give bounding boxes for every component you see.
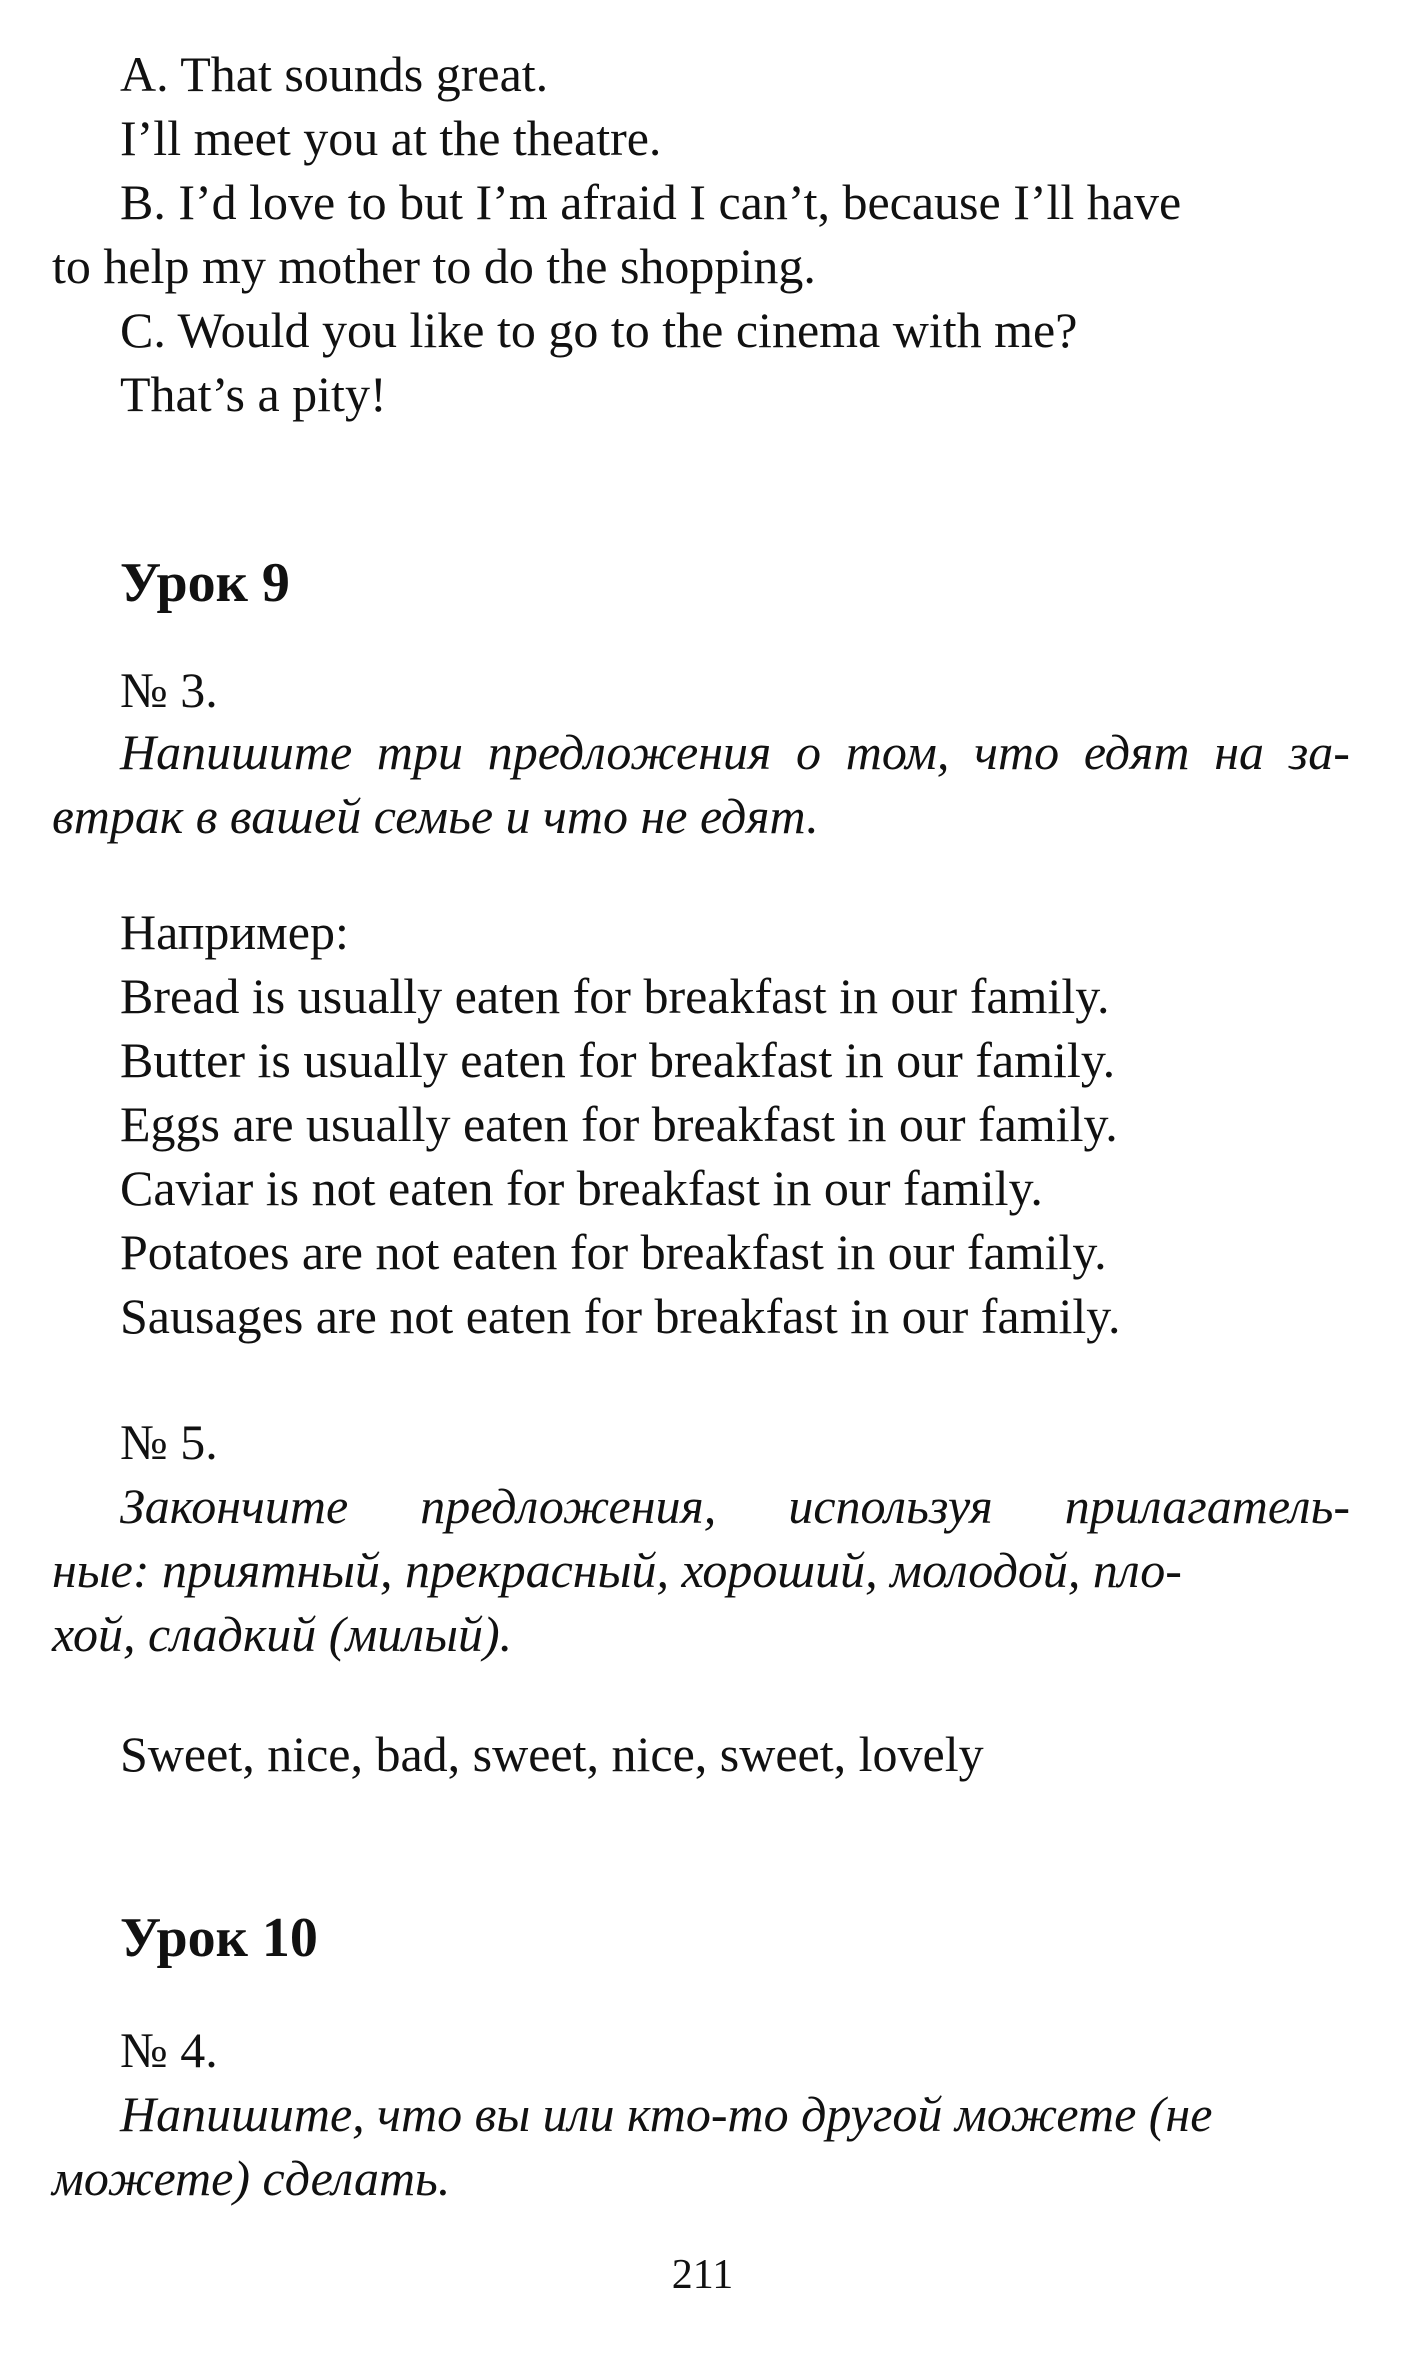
word: предложения bbox=[487, 724, 772, 780]
exercise-3-instruction-1 bbox=[120, 722, 1350, 782]
lesson-9-heading: Урок 9 bbox=[120, 552, 290, 614]
example-sentence: Bread is usually eaten for breakfast in our family. bbox=[120, 968, 1110, 1024]
dialogue-line-meet: I’ll meet you at the theatre. bbox=[120, 110, 662, 166]
exercise-5-instruction-2: ные: приятный, прекрасный, хороший, молодой, пло- bbox=[52, 1542, 1182, 1598]
word: используя bbox=[788, 1478, 993, 1534]
exercise-4-instruction-1: Напишите, что вы или кто-то другой можете (не bbox=[120, 2086, 1213, 2142]
word: что bbox=[974, 724, 1060, 780]
word: о bbox=[796, 724, 822, 780]
example-sentence: Eggs are usually eaten for breakfast in our family. bbox=[120, 1096, 1118, 1152]
word: за- bbox=[1288, 724, 1350, 780]
dialogue-line-b-1: B. I’d love to but I’m afraid I can’t, because I’ll have bbox=[120, 174, 1182, 230]
page-number: 211 bbox=[671, 2252, 734, 2298]
dialogue-line-a: A. That sounds great. bbox=[120, 46, 549, 102]
example-sentence: Sausages are not eaten for breakfast in our family. bbox=[120, 1288, 1121, 1344]
word: Напишите bbox=[120, 724, 353, 780]
exercise-5-number: № 5. bbox=[120, 1414, 218, 1470]
word: три bbox=[376, 724, 464, 780]
exercise-3-instruction-2: втрак в вашей семье и что не едят. bbox=[52, 788, 819, 844]
word: на bbox=[1214, 724, 1265, 780]
word: едят bbox=[1083, 724, 1190, 780]
exercise-3-number: № 3. bbox=[120, 662, 218, 718]
dialogue-line-b-2: to help my mother to do the shopping. bbox=[52, 238, 816, 294]
example-label: Например: bbox=[120, 904, 349, 960]
exercise-4-instruction-2: можете) сделать. bbox=[52, 2150, 451, 2206]
word: прилагатель- bbox=[1064, 1478, 1350, 1534]
word: том, bbox=[845, 724, 950, 780]
example-sentence: Potatoes are not eaten for breakfast in our family. bbox=[120, 1224, 1107, 1280]
example-sentence: Caviar is not eaten for breakfast in our family. bbox=[120, 1160, 1043, 1216]
word: предложения, bbox=[420, 1478, 717, 1534]
exercise-5-answer: Sweet, nice, bad, sweet, nice, sweet, lovely bbox=[120, 1726, 984, 1782]
dialogue-line-pity: That’s a pity! bbox=[120, 366, 387, 422]
lesson-10-heading: Урок 10 bbox=[120, 1907, 318, 1969]
example-sentence: Butter is usually eaten for breakfast in our family. bbox=[120, 1032, 1116, 1088]
dialogue-line-c: C. Would you like to go to the cinema with me? bbox=[120, 302, 1078, 358]
exercise-4-number: № 4. bbox=[120, 2022, 218, 2078]
word: Закончите bbox=[120, 1478, 349, 1534]
exercise-5-instruction-1 bbox=[120, 1476, 1350, 1536]
exercise-5-instruction-3: хой, сладкий (милый). bbox=[52, 1606, 513, 1662]
